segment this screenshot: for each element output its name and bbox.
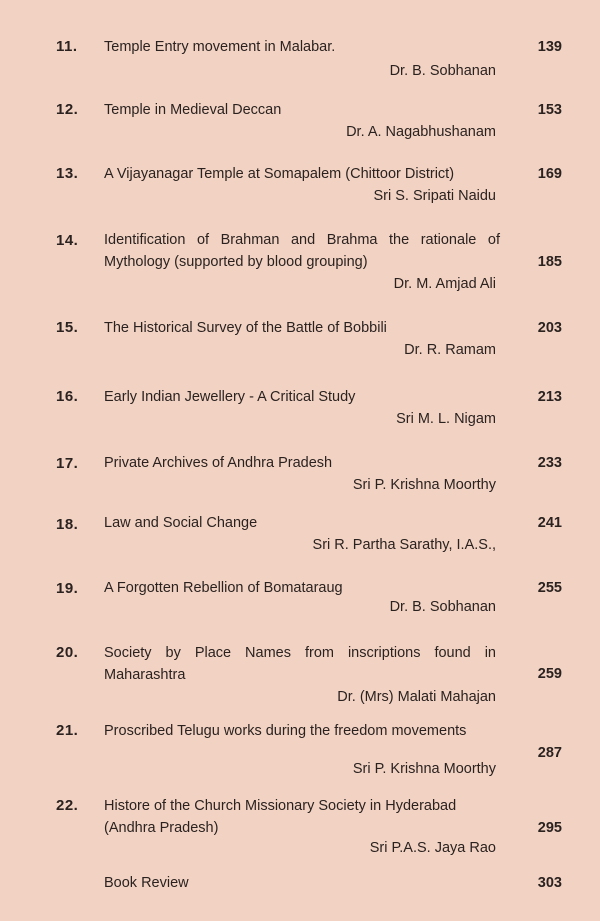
entry-author: Dr. A. Nagabhushanam bbox=[346, 124, 496, 140]
entry-number: 12. bbox=[56, 101, 79, 118]
entry-number: 20. bbox=[56, 644, 79, 661]
entry-page: 233 bbox=[537, 455, 562, 471]
entry-page: 153 bbox=[537, 102, 562, 118]
entry-page: 259 bbox=[537, 666, 562, 682]
entry-number: 16. bbox=[56, 388, 79, 405]
entry-author: Dr. M. Amjad Ali bbox=[393, 276, 496, 292]
entry-author: Dr. (Mrs) Malati Mahajan bbox=[337, 689, 496, 705]
entry-author: Sri P. Krishna Moorthy bbox=[352, 761, 496, 777]
entry-page: 287 bbox=[537, 745, 562, 761]
entry-number: 17. bbox=[56, 455, 79, 472]
entry-title: Book Review bbox=[104, 875, 189, 891]
entry-number: 13. bbox=[56, 165, 79, 182]
entry-page: 255 bbox=[537, 580, 562, 596]
entry-title: A Vijayanagar Temple at Somapalem (Chittoor District) bbox=[104, 166, 455, 182]
entry-author: Dr. R. Ramam bbox=[404, 342, 496, 358]
entry-page: 139 bbox=[537, 39, 562, 55]
entry-title: Histore of the Church Missionary Society in Hyderabad (Andhra Pradesh) bbox=[104, 798, 457, 836]
entry-number: 18. bbox=[56, 516, 79, 533]
entry-title: Private Archives of Andhra Pradesh bbox=[104, 455, 333, 471]
entry-number: 11. bbox=[56, 38, 78, 55]
entry-title: Early Indian Jewellery - A Critical Study bbox=[104, 389, 356, 405]
entry-title: Temple in Medieval Deccan bbox=[104, 102, 282, 118]
entry-title: Temple Entry movement in Malabar. bbox=[104, 39, 336, 55]
entry-number: 19. bbox=[56, 580, 79, 597]
entry-page: 241 bbox=[537, 515, 562, 531]
entry-author: Dr. B. Sobhanan bbox=[389, 599, 496, 615]
entry-author: Sri R. Partha Sarathy, I.A.S., bbox=[312, 537, 496, 553]
entry-page: 203 bbox=[537, 320, 562, 336]
entry-page: 295 bbox=[537, 820, 562, 836]
entry-page: 185 bbox=[537, 254, 562, 270]
entry-author: Sri P.A.S. Jaya Rao bbox=[369, 840, 496, 856]
entry-number: 22. bbox=[56, 797, 79, 814]
entry-title: A Forgotten Rebellion of Bomataraug bbox=[104, 580, 343, 596]
entry-number: 15. bbox=[56, 319, 79, 336]
entry-title: Proscribed Telugu works during the freedom movements bbox=[104, 723, 467, 739]
entry-number: 14. bbox=[56, 232, 79, 249]
entry-author: Dr. B. Sobhanan bbox=[389, 63, 496, 79]
entry-page: 213 bbox=[537, 389, 562, 405]
entry-page: 169 bbox=[537, 166, 562, 182]
entry-number: 21. bbox=[56, 722, 79, 739]
entry-author: Sri M. L. Nigam bbox=[396, 411, 496, 427]
entry-page: 303 bbox=[537, 875, 562, 891]
entry-author: Sri S. Sripati Naidu bbox=[373, 188, 496, 204]
entry-title: Identification of Brahman and Brahma the rationale of Mythology (supported by blood grouping) bbox=[104, 232, 500, 270]
entry-author: Sri P. Krishna Moorthy bbox=[352, 477, 496, 493]
entry-title: Society by Place Names from inscriptions found in Maharashtra bbox=[104, 645, 496, 683]
entry-title: The Historical Survey of the Battle of Bobbili bbox=[104, 320, 387, 336]
entry-title: Law and Social Change bbox=[104, 515, 258, 531]
